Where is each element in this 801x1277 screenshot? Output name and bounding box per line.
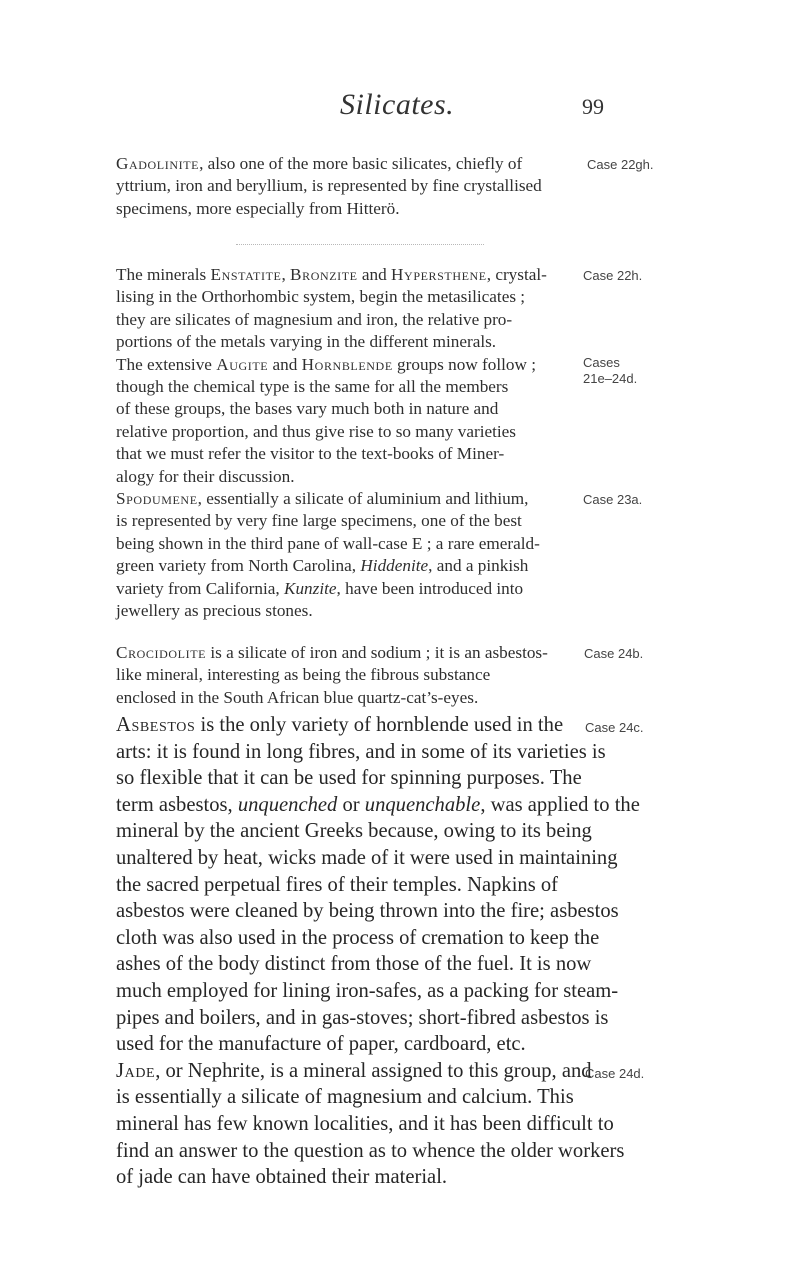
- text-line: term asbestos, unquenched or unquenchable, was applied to the: [116, 793, 640, 816]
- text-line: of jade can have obtained their material.: [116, 1166, 448, 1189]
- margin-note-gadolinite: Case 22gh.: [587, 157, 654, 172]
- text-line: used for the manufacture of paper, cardboard, etc.: [116, 1033, 526, 1056]
- text-line: specimens, more especially from Hitterö.: [116, 198, 400, 218]
- text-line: jewellery as precious stones.: [116, 600, 313, 620]
- margin-note-jade: Case 24d.: [585, 1066, 645, 1081]
- paragraph-gadolinite: [116, 153, 582, 220]
- term-enstatite: Enstatite: [210, 265, 282, 284]
- term-jade: Jade: [116, 1059, 156, 1082]
- margin-note-augite-1: Cases: [583, 355, 620, 370]
- term-unquenched: unquenched: [237, 793, 338, 816]
- text-line: the sacred perpetual fires of their temples. Napkins of: [116, 873, 559, 896]
- text-line: portions of the metals varying in the different minerals.: [116, 332, 497, 352]
- margin-note-spodumene: Case 23a.: [583, 492, 643, 507]
- term-unquenchable: unquenchable: [364, 793, 481, 816]
- text-line: enclosed in the South African blue quartz-cat’s-eyes.: [116, 687, 479, 707]
- text-line: arts: it is found in long fibres, and in some of its varieties is: [116, 740, 606, 763]
- text-line: The minerals Enstatite, Bronzite and Hypersthene, crystal-: [116, 265, 547, 284]
- text-line: though the chemical type is the same for all the members: [116, 376, 509, 396]
- paragraph-augite: [116, 354, 582, 488]
- section-divider: [236, 244, 484, 245]
- text-line: pipes and boilers, and in gas-stoves; short-fibred asbestos is: [116, 1006, 609, 1029]
- margin-note-crocidolite: Case 24b.: [584, 646, 644, 661]
- text-line: Jade, or Nephrite, is a mineral assigned to this group, and: [116, 1059, 592, 1082]
- margin-note-enstatite: Case 22h.: [583, 268, 643, 283]
- text-line: The extensive Augite and Hornblende groups now follow ;: [116, 354, 536, 374]
- text-line: like mineral, interesting as being the fibrous substance: [116, 665, 491, 685]
- term-bronzite: Bronzite: [290, 265, 358, 284]
- term-crocidolite: Crocidolite: [116, 643, 207, 662]
- text-line: Gadolinite, also one of the more basic silicates, chiefly of: [116, 154, 523, 173]
- text-line: Asbestos is the only variety of hornblende used in the: [116, 714, 564, 736]
- text-line: being shown in the third pane of wall-case E ; a rare emerald-: [116, 533, 540, 553]
- text-line: relative proportion, and thus give rise to so many varieties: [116, 421, 516, 441]
- text-line: lising in the Orthorhombic system, begin the metasilicates ;: [116, 287, 526, 307]
- text-line: mineral has few known localities, and it has been difficult to: [116, 1112, 614, 1135]
- page-number: 99: [582, 94, 604, 119]
- term-augite: Augite: [216, 354, 269, 374]
- term-hypersthene: Hypersthene: [391, 265, 487, 284]
- page-header: [0, 88, 801, 128]
- text-line: so flexible that it can be used for spinning purposes. The: [116, 767, 582, 790]
- text-line: Spodumene, essentially a silicate of aluminium and lithium,: [116, 489, 529, 508]
- text-line: asbestos were cleaned by being thrown into the fire; asbestos: [116, 900, 619, 923]
- term-gadolinite: Gadolinite: [116, 154, 200, 173]
- text-line: alogy for their discussion.: [116, 466, 295, 486]
- term-hornblende: Hornblende: [301, 354, 393, 374]
- text-line: much employed for lining iron-safes, as a packing for steam-: [116, 979, 619, 1002]
- margin-note-augite-2: 21e–24d.: [583, 371, 638, 386]
- text-line: mineral by the ancient Greeks because, owing to its being: [116, 820, 592, 843]
- text-line: they are silicates of magnesium and iron, the relative pro-: [116, 309, 513, 329]
- term-kunzite: Kunzite: [284, 578, 337, 598]
- text-line: ashes of the body distinct from those of the fuel. It is now: [116, 953, 592, 976]
- text-line: Crocidolite is a silicate of iron and sodium ; it is an asbestos-: [116, 643, 548, 662]
- text-line: green variety from North Carolina, Hiddenite, and a pinkish: [116, 556, 529, 576]
- paragraph-spodumene: [116, 488, 582, 622]
- text-line: is represented by very fine large specimens, one of the best: [116, 511, 522, 531]
- text-line: is essentially a silicate of magnesium and calcium. This: [116, 1086, 574, 1109]
- paragraph-enstatite: [116, 264, 582, 354]
- text-line: find an answer to the question as to whence the older workers: [116, 1139, 625, 1162]
- text-line: that we must refer the visitor to the text-books of Miner-: [116, 444, 505, 464]
- paragraph-crocidolite: [116, 642, 582, 709]
- text-line: yttrium, iron and beryllium, is represented by fine crystallised: [116, 176, 542, 196]
- term-hiddenite: Hiddenite: [360, 556, 429, 576]
- term-asbestos: Asbestos: [116, 714, 196, 736]
- text-line: cloth was also used in the process of cremation to keep the: [116, 926, 600, 949]
- term-spodumene: Spodumene: [116, 489, 198, 508]
- running-title: Silicates.: [340, 88, 455, 121]
- margin-note-asbestos: Case 24c.: [585, 720, 644, 735]
- text-line: unaltered by heat, wicks made of it were used in maintaining: [116, 846, 618, 869]
- text-line: of these groups, the bases vary much both in nature and: [116, 399, 499, 419]
- text-line: variety from California, Kunzite, have been introduced into: [116, 578, 524, 598]
